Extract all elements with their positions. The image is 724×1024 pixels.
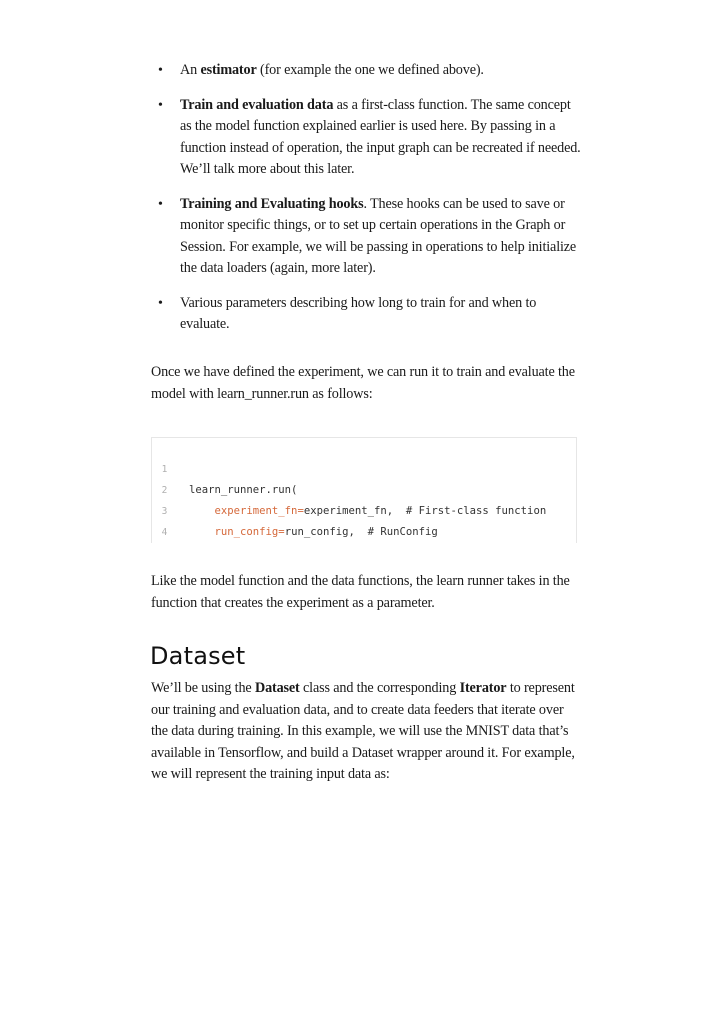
bullet-list [151,60,581,349]
bullet-dot: • [158,295,163,311]
paragraph-learn-runner: Like the model function and the data functions, the learn runner takes in the function that creates the experiment as a parameter. [151,573,570,611]
paragraph-dataset: We’ll be using the Dataset class and the corresponding Iterator to represent our training and evaluation data, and to create data feeders that iterate over the data during training. In this example, we will use the MNIST data that’s available in Tensorflow, and build a Dataset wrapper around it. For example, we will represent the training input data as: [151,680,575,782]
code-line [152,438,576,496]
bullet-item-train-eval-data [151,95,581,181]
line-number: 4 [161,527,168,538]
bullet-item-parameters [151,293,581,336]
bullet-dot: • [158,63,163,78]
line-number: 1 [161,464,168,475]
bullet-dot: • [158,196,163,212]
bullet-item-hooks [151,194,581,280]
bullet-dot: • [158,97,163,113]
code-line [152,522,576,543]
bullet-bold: Training and Evaluating hooks [180,195,364,212]
section-heading-dataset: Dataset [150,642,246,670]
bullet-text: . These hooks can be used to save or monitor specific things, or to set up certain operations in the Graph or Session. For example, we will be passing in operations to help initialize the data loaders (again, more later). [180,195,577,276]
code-text: experiment_fn=experiment_fn, # First-class function [214,505,547,517]
bullet-text: (for example the one we defined above). [256,62,484,78]
bullet-bold: estimator [200,62,257,78]
bullet-text: as a first-class function. The same concept as the model function explained earlier is used here. By passing in a function instead of operation, the input graph can be recreated if needed. We’ll talk more about this later. [180,96,581,177]
line-number: 3 [161,506,168,517]
paragraph-run-experiment: Once we have defined the experiment, we can run it to train and evaluate the model with learn_runner.run as follows: [151,364,575,402]
code-text: learn_runner.run( [189,484,298,496]
code-text: run_config=run_config, # RunConfig [214,526,438,538]
bullet-text: An [180,62,201,78]
code-block[interactable] [151,437,577,543]
bullet-text: Various parameters describing how long to train for and when to evaluate. [180,294,537,332]
bullet-item-estimator [151,60,581,82]
line-number: 2 [161,485,168,496]
bullet-bold: Train and evaluation data [180,96,334,113]
